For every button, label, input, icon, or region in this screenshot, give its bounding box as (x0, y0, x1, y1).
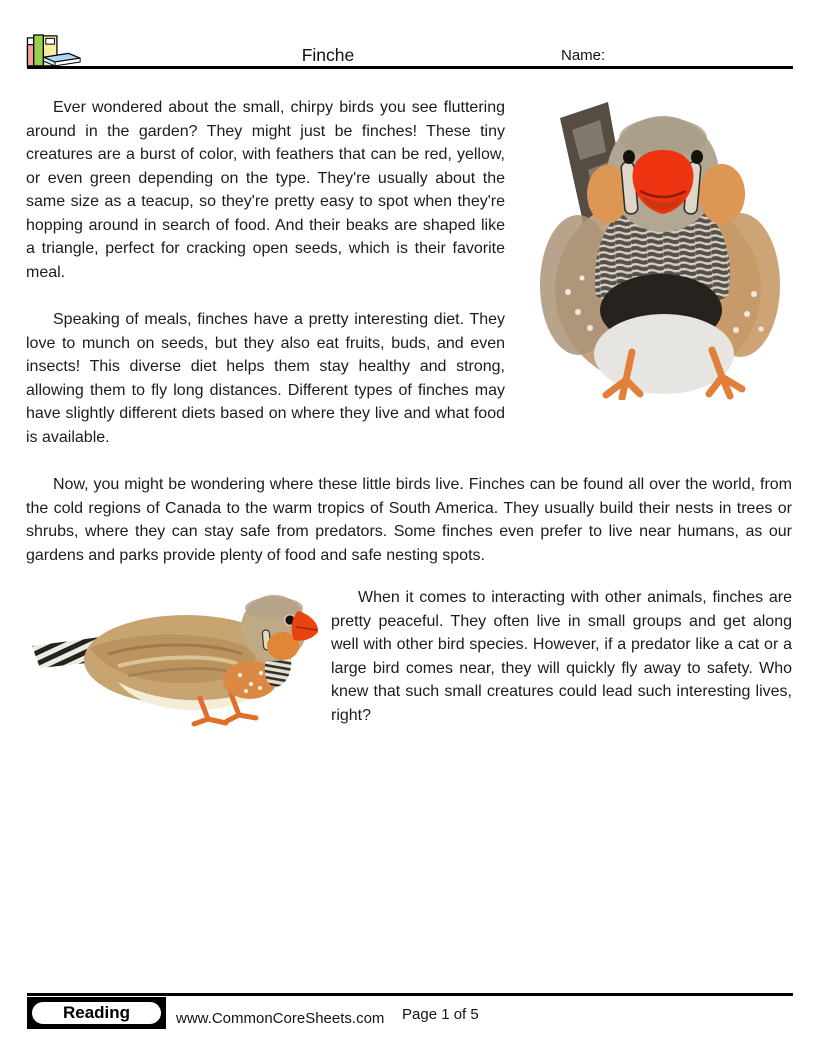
header-divider (27, 66, 793, 69)
paragraph-3: Now, you might be wondering where these little birds live. Finches can be found all over the world, from the cold regions of Canada to the warm tropics of South America. They usually build their nests in trees or shrubs, where they can stay safe from predators. Some finches even prefer to live near humans, as our gardens and parks provide plenty of food and safe nesting spots. (26, 476, 792, 564)
footer-divider (27, 993, 793, 996)
page-title: Finche (301, 45, 355, 65)
website-url: www.CommonCoreSheets.com (176, 1010, 385, 1027)
reading-badge (27, 997, 166, 1029)
paragraph-2: Speaking of meals, finches have a pretty interesting diet. They love to munch on seeds, but they also eat fruits, buds, and even insects! This diverse diet helps them stay healthy and strong, allowing them to fly long distances. Different types of finches may have slightly different diets based on where they live and what food is available. (26, 311, 505, 446)
finch-side-photo (28, 588, 320, 728)
reading-badge-label: Reading (30, 1000, 163, 1026)
page-indicator: Page 1 of 5 (402, 1006, 479, 1023)
paragraph-4: When it comes to interacting with other animals, finches are pretty peaceful. They often live in small groups and get along well with other bird species. However, if a predator like a cat or a large bird comes near, they will quickly fly away to safety. Who knew that such small creatures could lead such interesting lives, right? (331, 589, 792, 724)
name-label: Name: (561, 47, 606, 64)
finch-front-photo (528, 100, 792, 400)
paragraph-1: Ever wondered about the small, chirpy birds you see fluttering around in the garden? They might just be finches! These tiny creatures are a burst of color, with feathers that can be red, yellow, or even green depending on the type. They're usually about the same size as a teacup, so they're pretty easy to spot when they're hopping around in search of food. And their beaks are shaped like a triangle, perfect for cracking open seeds, which is their favorite meal. (26, 99, 505, 281)
